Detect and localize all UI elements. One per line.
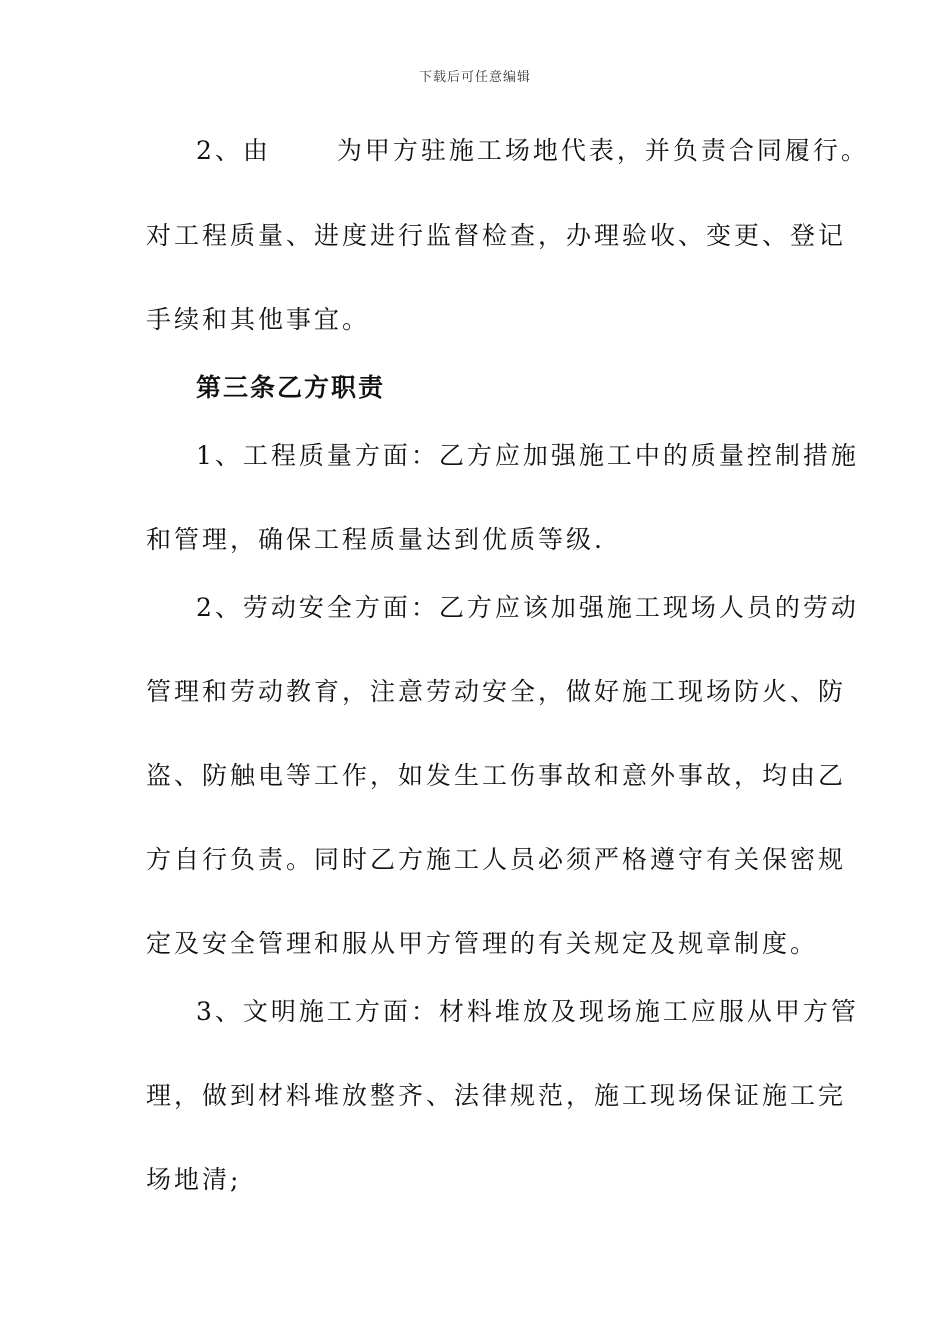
paragraph-line: 理，做到材料堆放整齐、法律规范，施工现场保证施工完 — [146, 1081, 847, 1110]
paragraph-line: 对工程质量、进度进行监督检查，办理验收、变更、登记 — [146, 221, 847, 250]
line-segment: 2、由 — [196, 136, 271, 165]
page-header: 下载后可任意编辑 — [418, 70, 531, 85]
section-heading: 第三条乙方职责 — [196, 373, 386, 402]
line-segment: 为甲方驻施工场地代表，并负责合同履行。 — [336, 136, 869, 165]
paragraph-line — [196, 136, 869, 166]
paragraph-line: 方自行负责。同时乙方施工人员必须严格遵守有关保密规 — [146, 845, 847, 874]
paragraph-line: 手续和其他事宜。 — [146, 305, 371, 334]
paragraph-line: 场地清; — [146, 1165, 242, 1194]
paragraph-line: 和管理，确保工程质量达到优质等级. — [146, 525, 605, 554]
paragraph-line: 3、文明施工方面：材料堆放及现场施工应服从甲方管 — [196, 997, 859, 1026]
paragraph-line: 管理和劳动教育，注意劳动安全，做好施工现场防火、防 — [146, 677, 847, 706]
paragraph-line: 1、工程质量方面：乙方应加强施工中的质量控制措施 — [196, 441, 859, 470]
paragraph-line: 定及安全管理和服从甲方管理的有关规定及规章制度。 — [146, 929, 819, 958]
paragraph-line: 盗、防触电等工作，如发生工伤事故和意外事故，均由乙 — [146, 761, 847, 790]
paragraph-line: 2、劳动安全方面：乙方应该加强施工现场人员的劳动 — [196, 593, 859, 622]
